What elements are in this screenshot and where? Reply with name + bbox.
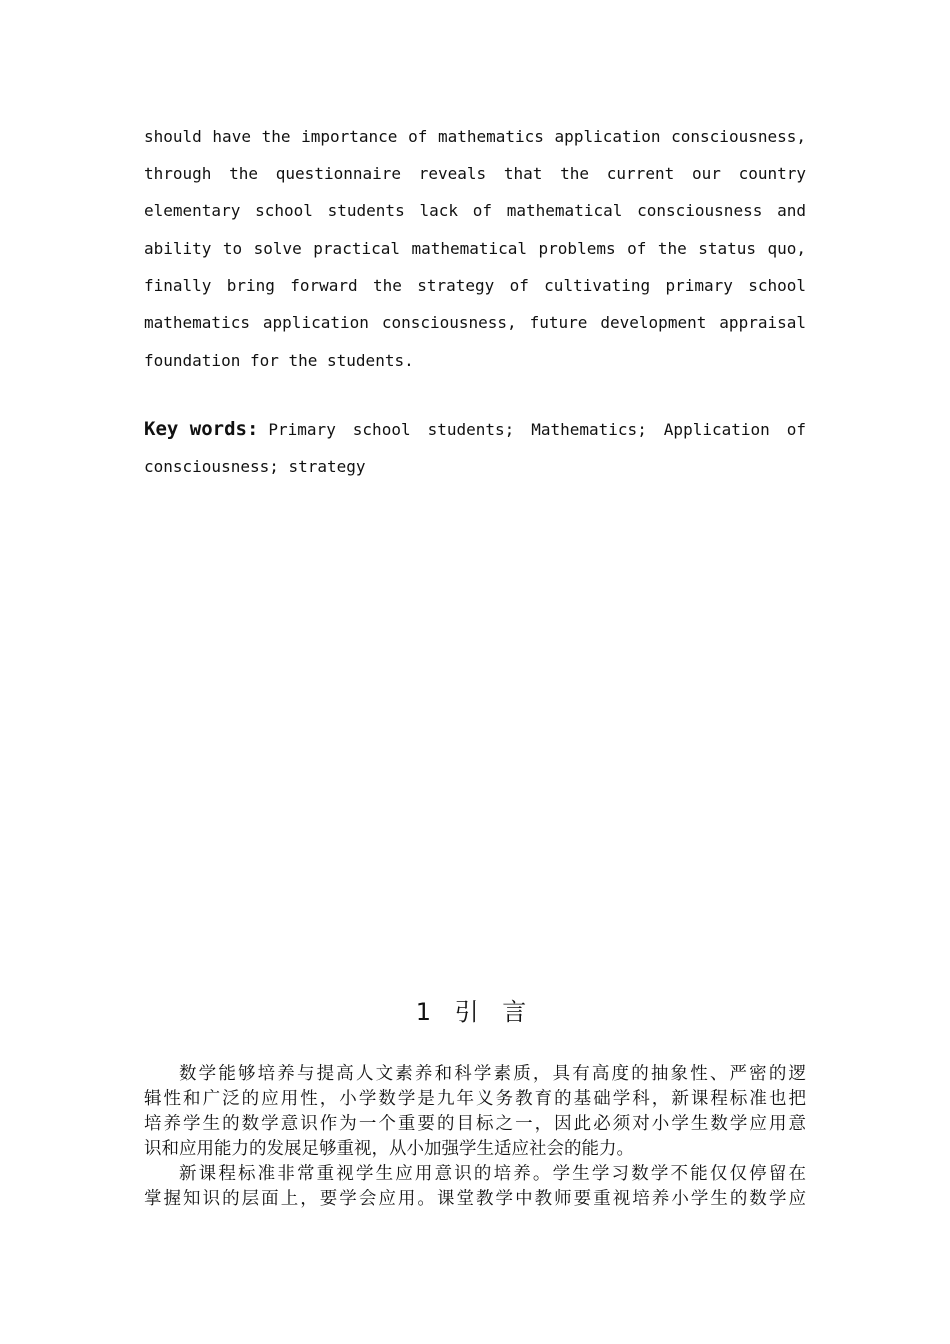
abstract-line: elementary school students lack of mathematical consciousness and xyxy=(144,201,806,220)
body-line: 培养学生的数学意识作为一个重要的目标之一，因此必须对小学生数学应用意 xyxy=(144,1114,806,1134)
body-line: 数学能够培养与提高人文素养和科学素质，具有高度的抽象性、严密的逻 xyxy=(179,1064,806,1084)
abstract-line: should have the importance of mathematics application consciousness, xyxy=(144,127,806,146)
section-heading: 1 引 言 xyxy=(415,998,535,1026)
body-line: 识和应用能力的发展足够重视，从小加强学生适应社会的能力。 xyxy=(144,1139,634,1159)
keywords-row xyxy=(144,418,806,440)
keywords-label: Key words: xyxy=(144,418,259,440)
keywords-text-continued: consciousness; strategy xyxy=(144,457,366,476)
abstract-line: foundation for the students. xyxy=(144,351,414,370)
abstract-line: ability to solve practical mathematical problems of the status quo, xyxy=(144,239,806,258)
abstract-line: through the questionnaire reveals that the current our country xyxy=(144,164,806,183)
body-line: 新课程标准非常重视学生应用意识的培养。学生学习数学不能仅仅停留在 xyxy=(179,1164,806,1184)
abstract-line: mathematics application consciousness, future development appraisal xyxy=(144,313,806,332)
keywords-text: Primary school students; Mathematics; Application of xyxy=(268,420,806,439)
abstract-line: finally bring forward the strategy of cultivating primary school xyxy=(144,276,806,295)
body-line: 掌握知识的层面上，要学会应用。课堂教学中教师要重视培养小学生的数学应 xyxy=(144,1189,806,1209)
body-line: 辑性和广泛的应用性，小学数学是九年义务教育的基础学科，新课程标准也把 xyxy=(144,1089,806,1109)
